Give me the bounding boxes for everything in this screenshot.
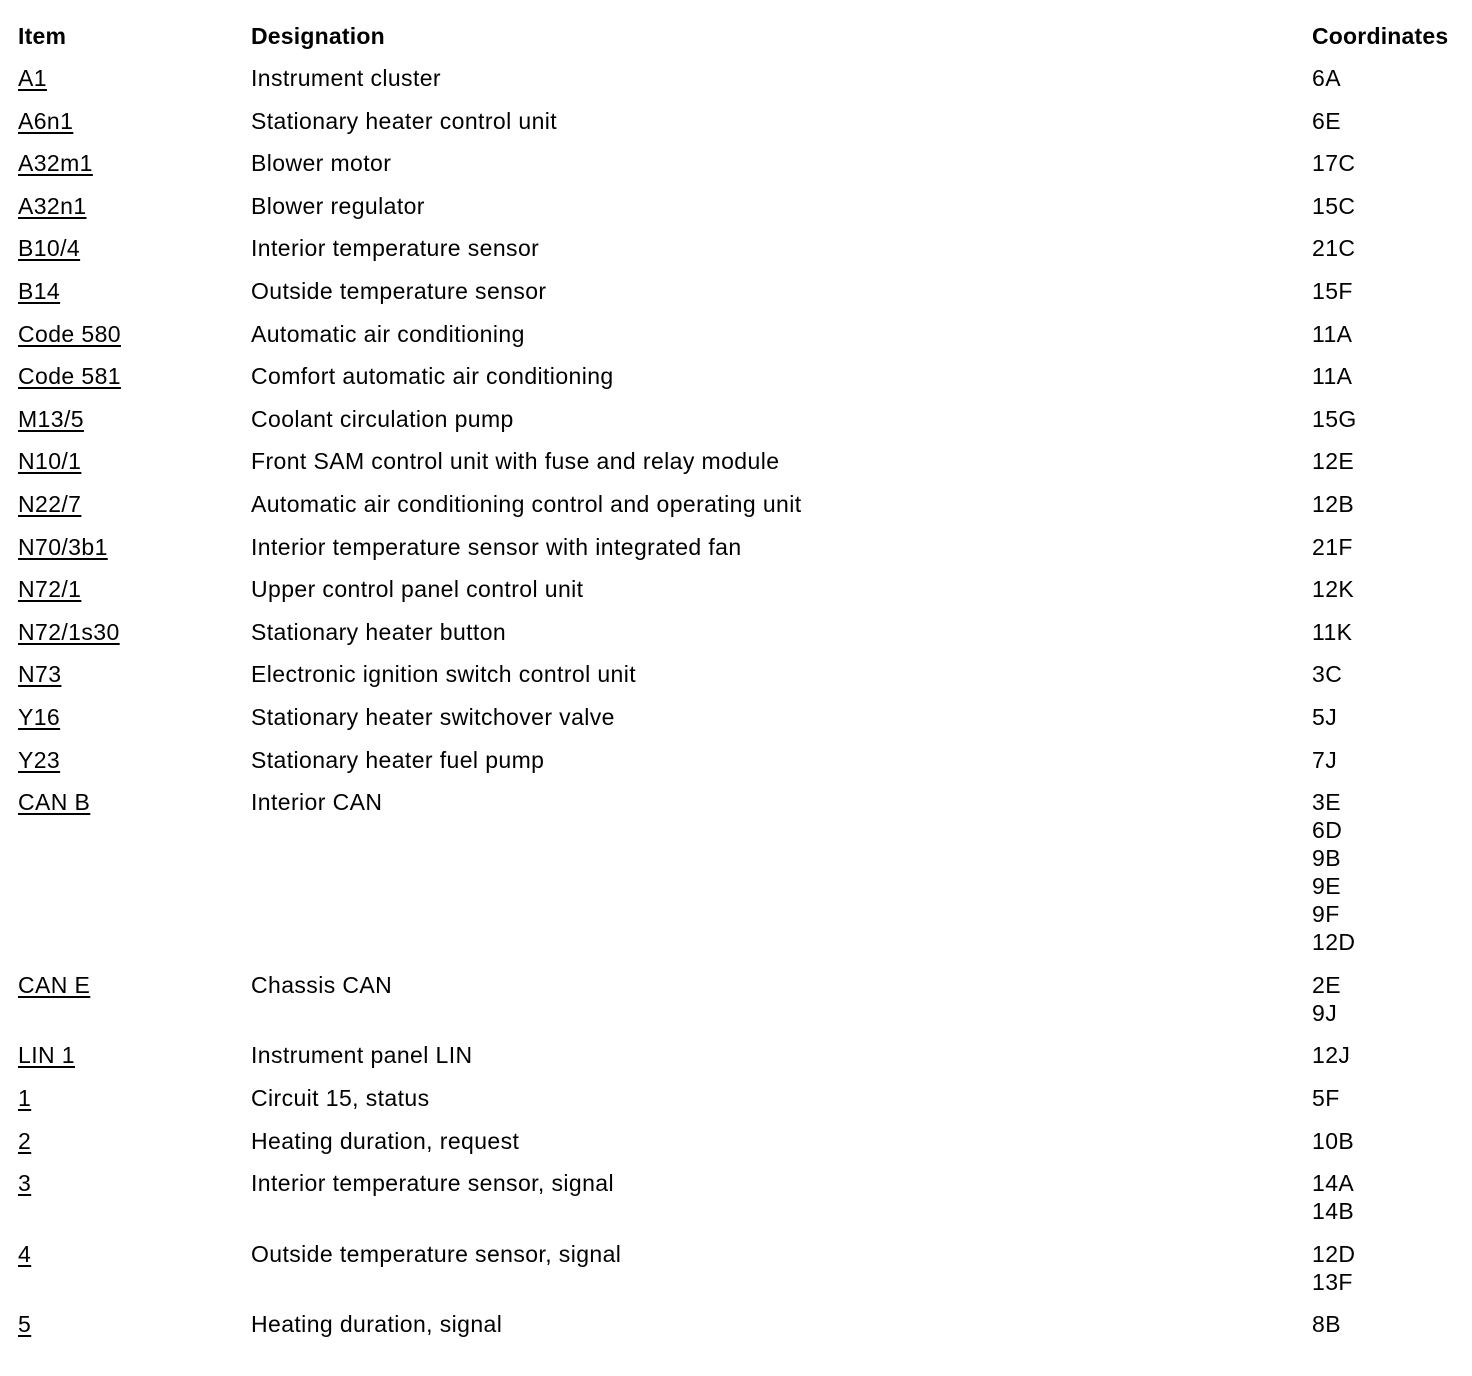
coordinate-value: 9B xyxy=(1312,845,1341,872)
coordinates-cell xyxy=(1312,107,1341,135)
coordinates-cell xyxy=(1312,234,1355,262)
coordinate-value: 6E xyxy=(1312,107,1341,134)
designation-text: Automatic air conditioning xyxy=(251,320,525,347)
coordinates-cell xyxy=(1312,192,1355,220)
item-link[interactable]: A6n1 xyxy=(18,107,74,134)
item-link[interactable]: M13/5 xyxy=(18,405,84,432)
coordinate-value: 12D xyxy=(1312,929,1356,956)
designation-text: Coolant circulation pump xyxy=(251,405,514,432)
designation-text: Circuit 15, status xyxy=(251,1085,430,1111)
coordinate-value: 21F xyxy=(1312,533,1353,560)
item-link[interactable]: Code 581 xyxy=(18,363,121,390)
item-link[interactable]: CAN B xyxy=(18,789,91,816)
item-link[interactable]: N10/1 xyxy=(18,448,82,475)
coordinates-cell xyxy=(1312,575,1354,603)
designation-text: Interior temperature sensor xyxy=(251,235,540,262)
item-link[interactable]: A32m1 xyxy=(18,150,93,177)
item-link[interactable]: N70/3b1 xyxy=(18,533,108,560)
coordinate-value: 2E xyxy=(1312,971,1341,998)
designation-text: Interior temperature sensor, signal xyxy=(251,1170,615,1197)
coordinate-value: 9F xyxy=(1312,901,1340,928)
coordinates-cell xyxy=(1312,320,1352,348)
designation-text: Instrument cluster xyxy=(251,65,441,91)
designation-text: Blower regulator xyxy=(251,192,425,219)
designation-text: Outside temperature sensor, signal xyxy=(251,1240,622,1267)
item-link[interactable]: Code 580 xyxy=(18,320,121,347)
coordinate-value: 15C xyxy=(1312,192,1356,219)
coordinates-cell xyxy=(1312,277,1353,305)
coordinate-value: 13F xyxy=(1312,1268,1353,1295)
designation-text: Instrument panel LIN xyxy=(251,1042,473,1069)
item-link[interactable]: N72/1s30 xyxy=(18,618,120,645)
coordinates-cell xyxy=(1312,362,1352,390)
designation-text: Automatic air conditioning control and operating unit xyxy=(251,491,802,517)
coordinates-cell xyxy=(1312,1310,1341,1338)
coordinate-value: 9E xyxy=(1312,873,1341,900)
coordinates-cell xyxy=(1312,405,1357,433)
header-coordinates: Coordinates xyxy=(1312,23,1449,49)
coordinate-value: 5J xyxy=(1312,704,1338,730)
coordinate-value: 21C xyxy=(1312,235,1356,262)
coordinate-value: 12K xyxy=(1312,576,1355,603)
coordinate-value: 12B xyxy=(1312,491,1355,517)
table-header xyxy=(0,22,1472,52)
item-link[interactable]: 5 xyxy=(18,1311,32,1338)
coordinate-value: 17C xyxy=(1312,150,1356,177)
coordinate-value: 5F xyxy=(1312,1085,1340,1111)
coordinate-value: 12J xyxy=(1312,1042,1351,1069)
item-link[interactable]: A32n1 xyxy=(18,192,87,219)
coordinates-cell xyxy=(1312,1169,1354,1225)
coordinates-cell xyxy=(1312,533,1353,561)
coordinate-value: 15G xyxy=(1312,405,1357,432)
coordinate-value: 12D xyxy=(1312,1240,1356,1267)
coordinates-cell xyxy=(1312,64,1341,92)
coordinate-value: 12E xyxy=(1312,448,1355,475)
coordinate-value: 3C xyxy=(1312,661,1343,688)
coordinate-value: 10B xyxy=(1312,1127,1355,1154)
coordinate-value: 14A xyxy=(1312,1170,1355,1197)
designation-text: Stationary heater button xyxy=(251,618,507,645)
designation-text: Front SAM control unit with fuse and relay module xyxy=(251,448,780,475)
coordinate-value: 6A xyxy=(1312,65,1341,91)
designation-text: Stationary heater switchover valve xyxy=(251,704,615,730)
item-link[interactable]: Y23 xyxy=(18,746,61,773)
item-link[interactable]: 4 xyxy=(18,1240,32,1267)
designation-text: Chassis CAN xyxy=(251,971,393,998)
designation-text: Interior temperature sensor with integrated fan xyxy=(251,533,742,560)
coordinate-value: 15F xyxy=(1312,278,1353,304)
designation-text: Upper control panel control unit xyxy=(251,576,584,603)
header-item: Item xyxy=(18,23,67,49)
header-designation: Designation xyxy=(251,23,385,49)
coordinates-cell xyxy=(1312,490,1354,518)
coordinate-value: 11A xyxy=(1312,363,1353,390)
coordinate-value: 11K xyxy=(1312,618,1353,645)
coordinates-cell xyxy=(1312,703,1337,731)
coordinates-cell xyxy=(1312,971,1341,1027)
coordinates-cell xyxy=(1312,447,1354,475)
coordinate-value: 9J xyxy=(1312,999,1338,1026)
coordinate-value: 7J xyxy=(1312,746,1338,773)
item-link[interactable]: B14 xyxy=(18,278,61,304)
coordinates-cell xyxy=(1312,746,1337,774)
designation-text: Electronic ignition switch control unit xyxy=(251,661,637,688)
coordinate-value: 3E xyxy=(1312,789,1341,816)
coordinate-value: 14B xyxy=(1312,1198,1355,1225)
coordinates-cell xyxy=(1312,1127,1354,1155)
item-link[interactable]: N72/1 xyxy=(18,576,82,603)
item-link[interactable]: Y16 xyxy=(18,704,61,730)
designation-text: Stationary heater fuel pump xyxy=(251,746,545,773)
designation-text: Heating duration, signal xyxy=(251,1311,503,1338)
item-link[interactable]: 1 xyxy=(18,1085,32,1111)
designation-text: Comfort automatic air conditioning xyxy=(251,363,614,390)
item-link[interactable]: LIN 1 xyxy=(18,1042,75,1069)
designation-text: Interior CAN xyxy=(251,789,383,816)
item-link[interactable]: N73 xyxy=(18,661,62,688)
designation-text: Heating duration, request xyxy=(251,1127,520,1154)
coordinate-value: 6D xyxy=(1312,817,1343,844)
item-link[interactable]: 2 xyxy=(18,1127,32,1154)
designation-text: Outside temperature sensor xyxy=(251,278,547,304)
item-link[interactable]: 3 xyxy=(18,1170,32,1197)
coordinates-cell xyxy=(1312,660,1342,688)
coordinates-cell xyxy=(1312,618,1352,646)
coordinates-cell xyxy=(1312,149,1355,177)
coordinate-value: 8B xyxy=(1312,1311,1341,1338)
coordinates-cell xyxy=(1312,1041,1350,1069)
coordinates-cell xyxy=(1312,1084,1340,1112)
designation-text: Stationary heater control unit xyxy=(251,107,558,134)
designation-text: Blower motor xyxy=(251,150,392,177)
item-link[interactable]: A1 xyxy=(18,65,47,91)
coordinate-value: 11A xyxy=(1312,320,1353,347)
coordinates-cell xyxy=(1312,788,1355,956)
item-link[interactable]: CAN E xyxy=(18,971,91,998)
item-link[interactable]: B10/4 xyxy=(18,235,81,262)
item-link[interactable]: N22/7 xyxy=(18,491,82,517)
coordinates-cell xyxy=(1312,1240,1355,1296)
